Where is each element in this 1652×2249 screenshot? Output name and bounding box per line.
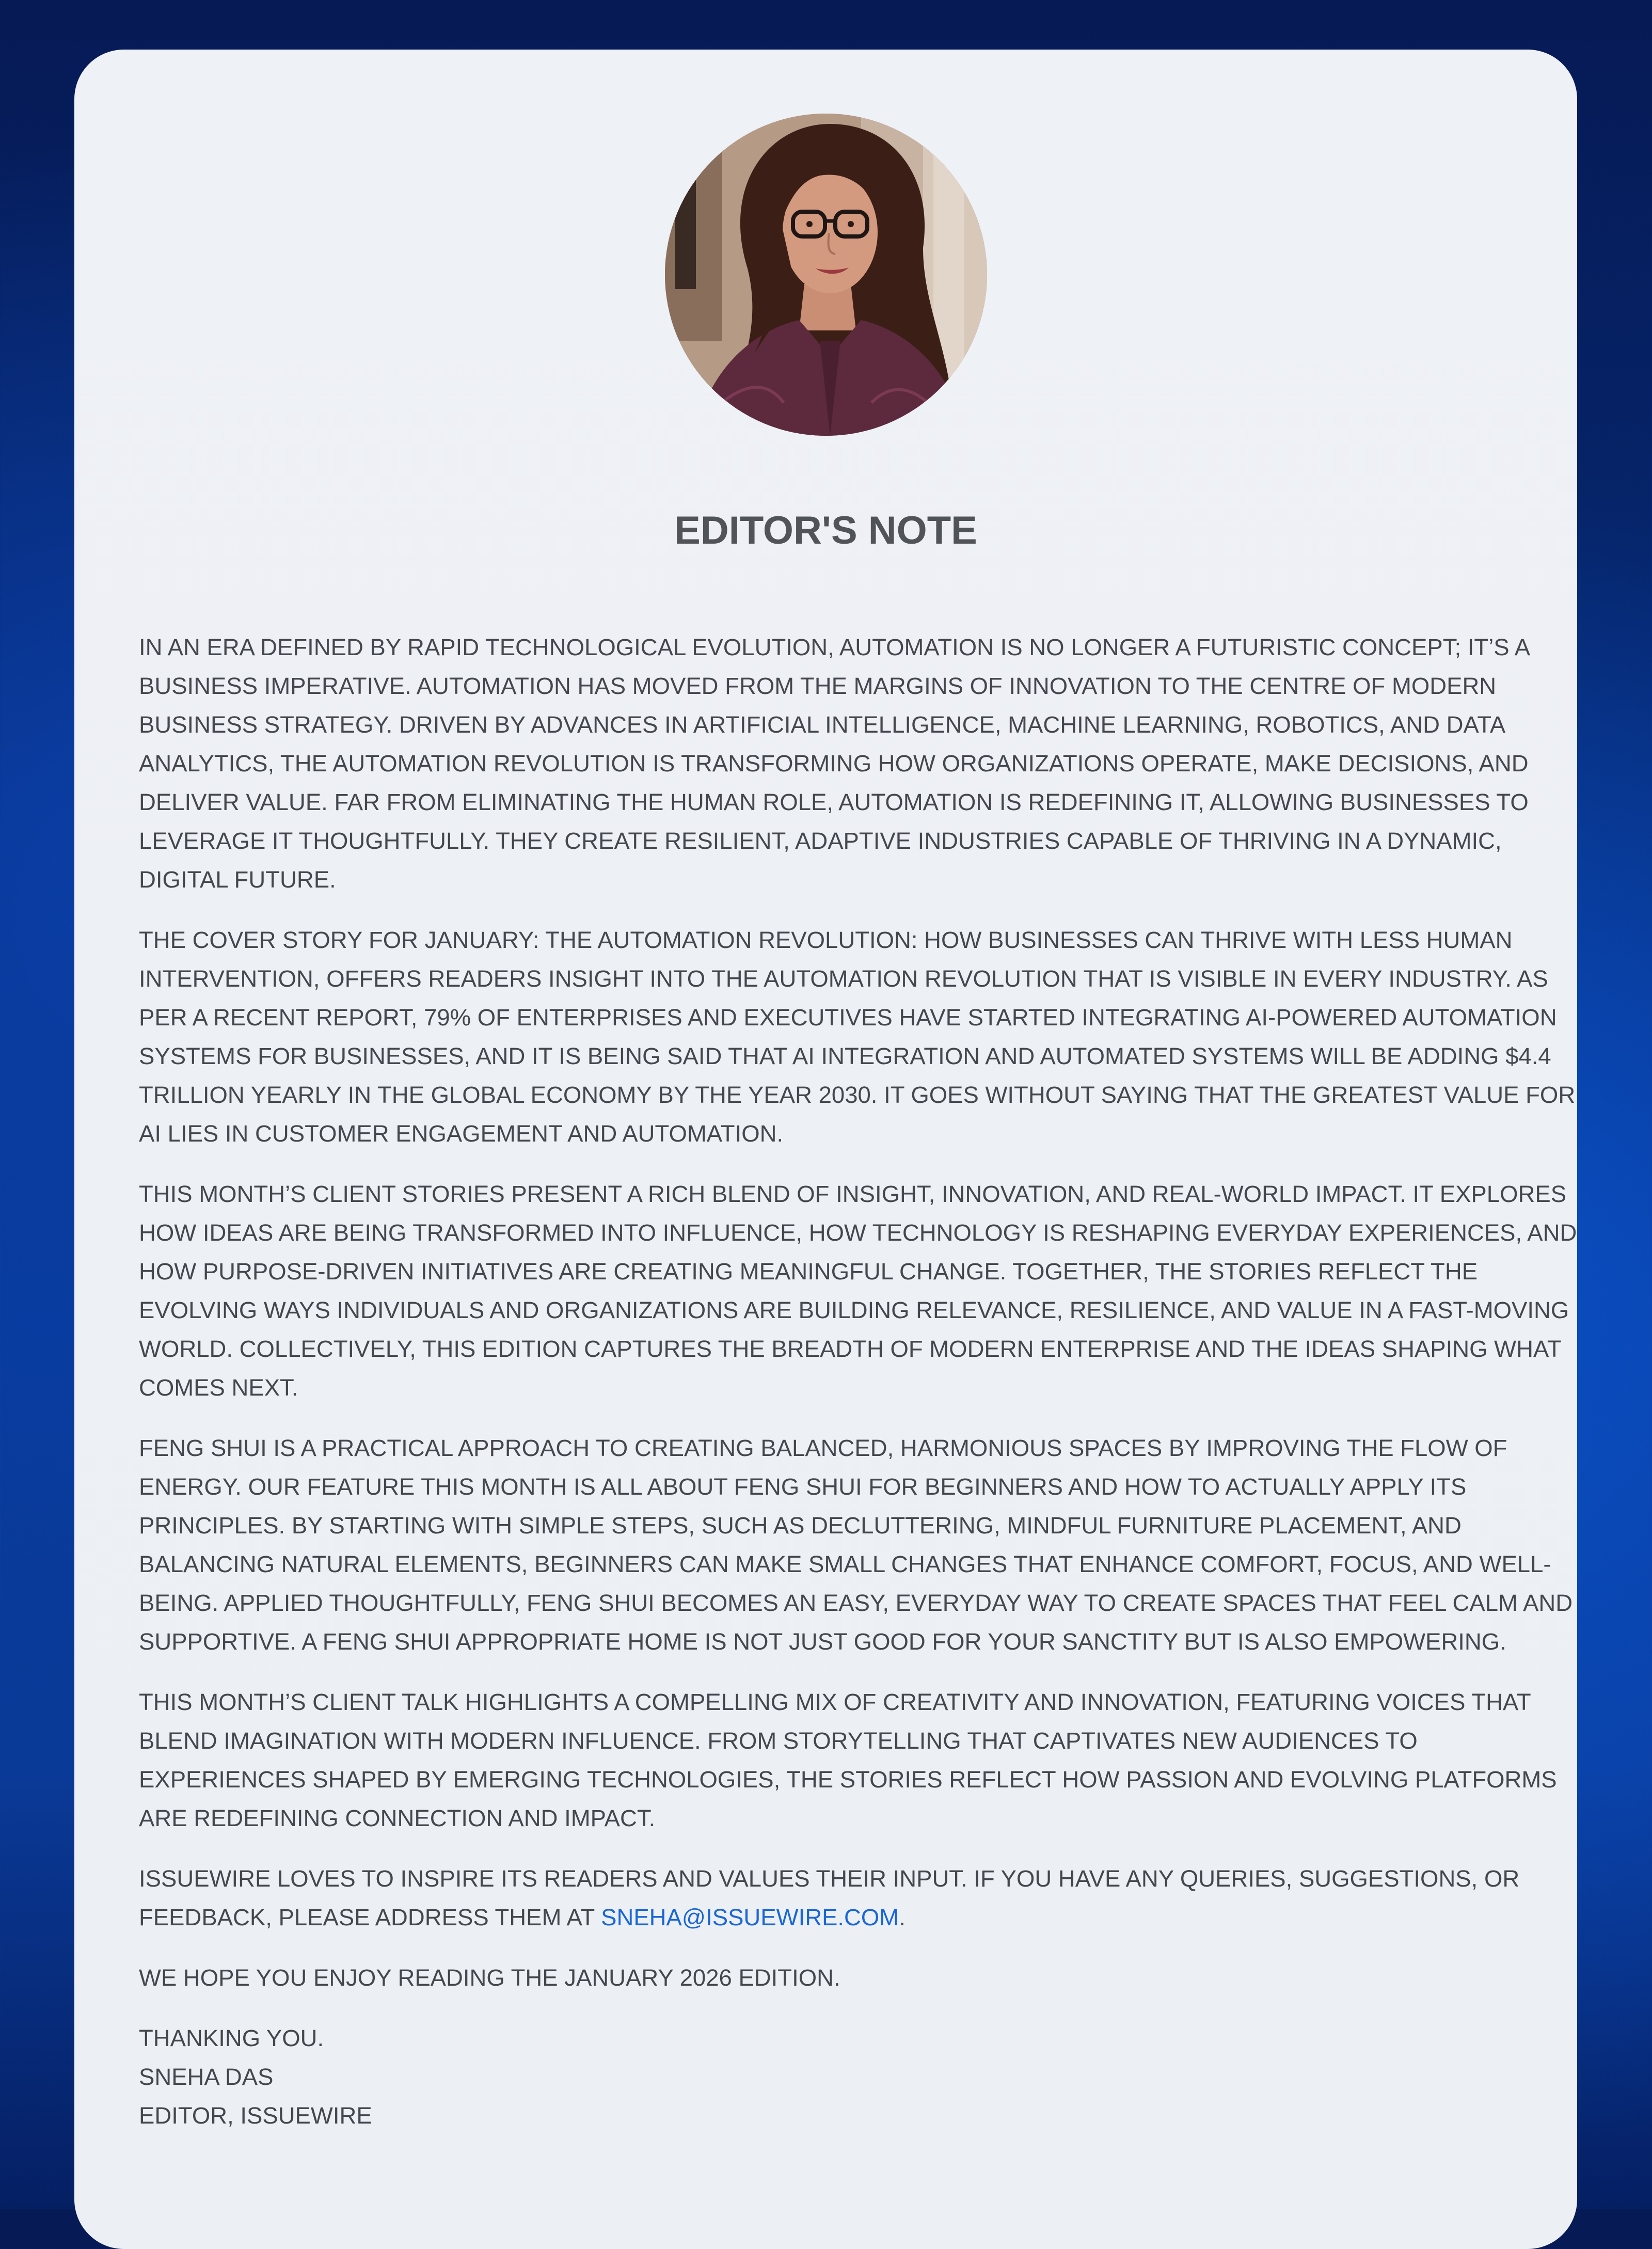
paragraph-client-stories: THIS MONTH’S CLIENT STORIES PRESENT A RICH BLEND OF INSIGHT, INNOVATION, AND REAL-WORLD IMPACT. IT EXPLORES HOW IDEAS ARE BEING TRANSFORMED INTO INFLUENCE, HOW TECHNOLOGY IS RESHAPING EVERYDAY EXPERIENCES, AND HOW PURPOSE-DRIVEN INITIATIVES ARE CREATING MEANINGFUL CHANGE. TOGETHER, THE STORIES REFLECT THE EVOLVING WAYS INDIVIDUALS AND ORGANIZATIONS ARE BUILDING RELEVANCE, RESILIENCE, AND VALUE IN A FAST-MOVING WORLD. COLLECTIVELY, THIS EDITION CAPTURES THE BREADTH OF MODERN ENTERPRISE AND THE IDEAS SHAPING WHAT COMES NEXT. <box>139 1181 1577 1401</box>
signoff-thanks: THANKING YOU. <box>139 2025 324 2051</box>
signoff-name: SNEHA DAS <box>139 2064 274 2090</box>
paragraph-closing: WE HOPE YOU ENJOY READING THE JANUARY 2026 EDITION. <box>139 1965 840 1991</box>
signoff-role: EDITOR, ISSUEWIRE <box>139 2102 372 2129</box>
paragraph-automation-era: IN AN ERA DEFINED BY RAPID TECHNOLOGICAL EVOLUTION, AUTOMATION IS NO LONGER A FUTURISTIC CONCEPT; IT’S A BUSINESS IMPERATIVE. AUTOMATION HAS MOVED FROM THE MARGINS OF INNOVATION TO THE CENTRE OF MODERN BUSINESS STRATEGY. DRIVEN BY ADVANCES IN ARTIFICIAL INTELLIGENCE, MACHINE LEARNING, ROBOTICS, AND DATA ANALYTICS, THE AUTOMATION REVOLUTION IS TRANSFORMING HOW ORGANIZATIONS OPERATE, MAKE DECISIONS, AND DELIVER VALUE. FAR FROM ELIMINATING THE HUMAN ROLE, AUTOMATION IS REDEFINING IT, ALLOWING BUSINESSES TO LEVERAGE IT THOUGHTFULLY. THEY CREATE RESILIENT, ADAPTIVE INDUSTRIES CAPABLE OF THRIVING IN A DYNAMIC, DIGITAL FUTURE. <box>139 634 1529 893</box>
signoff <box>139 2019 1584 2135</box>
contact-text-end: . <box>899 1904 906 1930</box>
editor-portrait-avatar <box>665 114 987 436</box>
email-link[interactable]: SNEHA@ISSUEWIRE.COM <box>601 1904 899 1930</box>
editors-note-card <box>74 50 1577 2249</box>
paragraph-client-talk: THIS MONTH’S CLIENT TALK HIGHLIGHTS A COMPELLING MIX OF CREATIVITY AND INNOVATION, FEATURING VOICES THAT BLEND IMAGINATION WITH MODERN INFLUENCE. FROM STORYTELLING THAT CAPTIVATES NEW AUDIENCES TO EXPERIENCES SHAPED BY EMERGING TECHNOLOGIES, THE STORIES REFLECT HOW PASSION AND EVOLVING PLATFORMS ARE REDEFINING CONNECTION AND IMPACT. <box>139 1689 1557 1831</box>
page-title: EDITOR'S NOTE <box>674 509 977 552</box>
paragraph-cover-story: THE COVER STORY FOR JANUARY: THE AUTOMATION REVOLUTION: HOW BUSINESSES CAN THRIVE WITH LESS HUMAN INTERVENTION, OFFERS READERS INSIGHT INTO THE AUTOMATION REVOLUTION THAT IS VISIBLE IN EVERY INDUSTRY. AS PER A RECENT REPORT, 79% OF ENTERPRISES AND EXECUTIVES HAVE STARTED INTEGRATING AI-POWERED AUTOMATION SYSTEMS FOR BUSINESSES, AND IT IS BEING SAID THAT AI INTEGRATION AND AUTOMATED SYSTEMS WILL BE ADDING $4.4 TRILLION YEARLY IN THE GLOBAL ECONOMY BY THE YEAR 2030. IT GOES WITHOUT SAYING THAT THE GREATEST VALUE FOR AI LIES IN CUSTOMER ENGAGEMENT AND AUTOMATION. <box>139 927 1576 1147</box>
paragraph-feng-shui: FENG SHUI IS A PRACTICAL APPROACH TO CREATING BALANCED, HARMONIOUS SPACES BY IMPROVING THE FLOW OF ENERGY. OUR FEATURE THIS MONTH IS ALL ABOUT FENG SHUI FOR BEGINNERS AND HOW TO ACTUALLY APPLY ITS PRINCIPLES. BY STARTING WITH SIMPLE STEPS, SUCH AS DECLUTTERING, MINDFUL FURNITURE PLACEMENT, AND BALANCING NATURAL ELEMENTS, BEGINNERS CAN MAKE SMALL CHANGES THAT ENHANCE COMFORT, FOCUS, AND WELL-BEING. APPLIED THOUGHTFULLY, FENG SHUI BECOMES AN EASY, EVERYDAY WAY TO CREATE SPACES THAT FEEL CALM AND SUPPORTIVE. A FENG SHUI APPROPRIATE HOME IS NOT JUST GOOD FOR YOUR SANCTITY BUT IS ALSO EMPOWERING. <box>139 1435 1573 1655</box>
contact-text: ISSUEWIRE LOVES TO INSPIRE ITS READERS AND VALUES THEIR INPUT. IF YOU HAVE ANY QUERIES, SUGGESTIONS, OR FEEDBACK, PLEASE ADDRESS THEM AT <box>139 1865 1520 1930</box>
editors-note-body <box>139 628 1584 2135</box>
paragraph-contact <box>139 1859 1584 1937</box>
portrait-illustration <box>665 114 987 436</box>
